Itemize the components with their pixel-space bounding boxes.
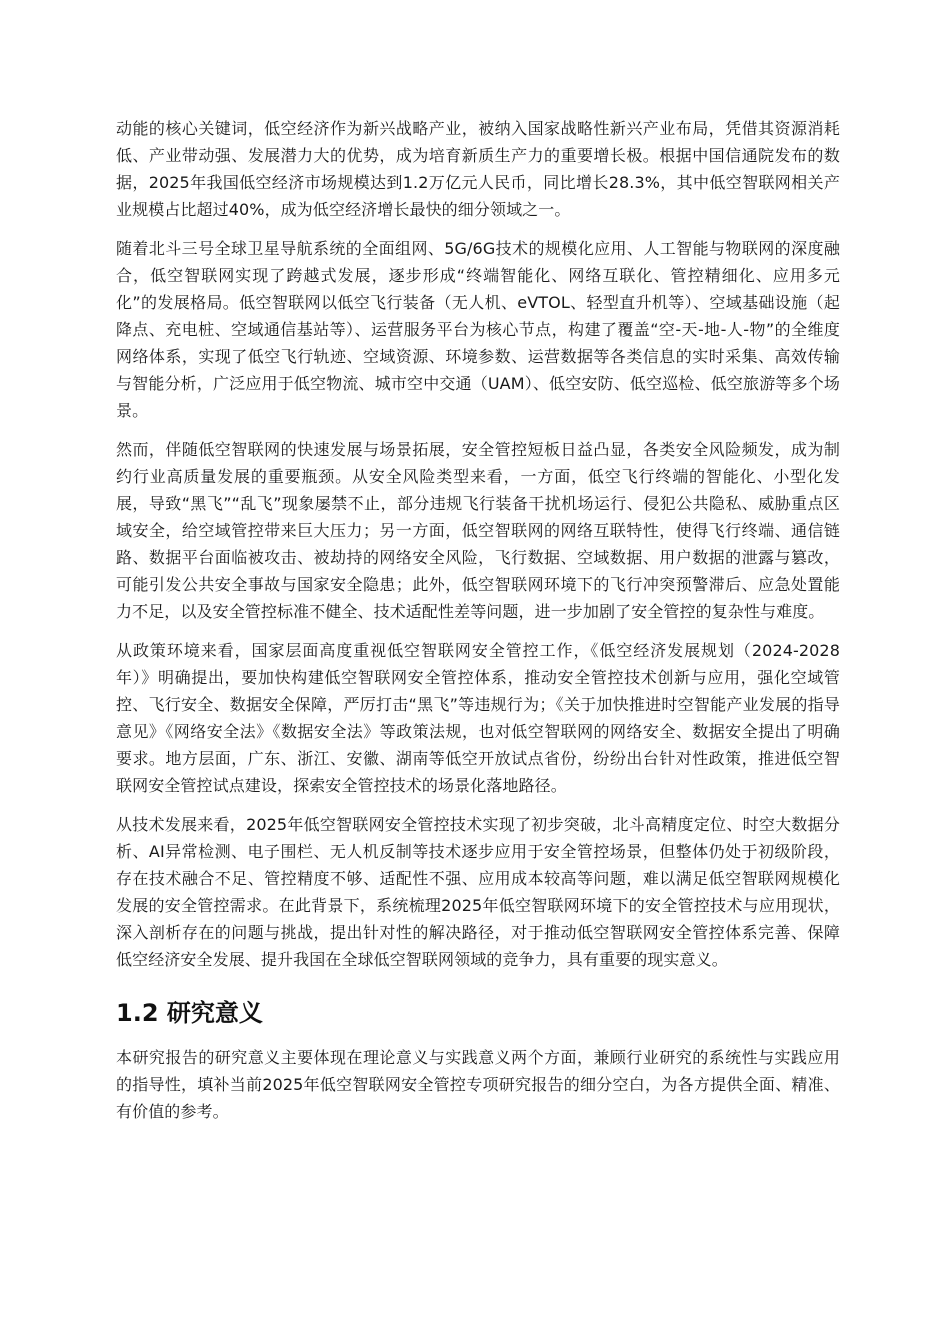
paragraph-significance: 本研究报告的研究意义主要体现在理论意义与实践意义两个方面，兼顾行业研究的系统性与实践应用的指导性，填补当前2025年低空智联网安全管控专项研究报告的细分空白，为各方提供全面、精准、有价值的参考。	[116, 1048, 840, 1121]
document-page	[116, 115, 840, 1137]
paragraph-technology: 从技术发展来看，2025年低空智联网安全管控技术实现了初步突破，北斗高精度定位、时空大数据分析、AI异常检测、电子围栏、无人机反制等技术逐步应用于安全管控场景，但整体仍处于初级阶段，存在技术融合不足、管控精度不够、适配性不强、应用成本较高等问题，难以满足低空智联网规模化发展的安全管控需求。在此背景下，系统梳理2025年低空智联网环境下的安全管控技术与应用现状，深入剖析存在的问题与挑战，提出针对性的解决路径，对于推动低空智联网安全管控体系完善、保障低空经济安全发展、提升我国在全球低空智联网领域的竞争力，具有重要的现实意义。	[116, 815, 840, 969]
section-heading: 1.2 研究意义	[116, 999, 263, 1027]
paragraph-policy: 从政策环境来看，国家层面高度重视低空智联网安全管控工作，《低空经济发展规划（2024-2028年）》明确提出，要加快构建低空智联网安全管控体系，推动安全管控技术创新与应用，强化空域管控、飞行安全、数据安全保障，严厉打击“黑飞”等违规行为；《关于加快推进时空智能产业发展的指导意见》《网络安全法》《数据安全法》等政策法规，也对低空智联网的网络安全、数据安全提出了明确要求。地方层面，广东、浙江、安徽、湖南等低空开放试点省份，纷纷出台针对性政策，推进低空智联网安全管控试点建设，探索安全管控技术的场景化落地路径。	[116, 641, 840, 795]
paragraph-security-risks: 然而，伴随低空智联网的快速发展与场景拓展，安全管控短板日益凸显，各类安全风险频发，成为制约行业高质量发展的重要瓶颈。从安全风险类型来看，一方面，低空飞行终端的智能化、小型化发展，导致“黑飞”“乱飞”现象屡禁不止，部分违规飞行装备干扰机场运行、侵犯公共隐私、威胁重点区域安全，给空域管控带来巨大压力；另一方面，低空智联网的网络互联特性，使得飞行终端、通信链路、数据平台面临被攻击、被劫持的网络安全风险，飞行数据、空域数据、用户数据的泄露与篡改，可能引发公共安全事故与国家安全隐患；此外，低空智联网环境下的飞行冲突预警滞后、应急处置能力不足，以及安全管控标准不健全、技术适配性差等问题，进一步加剧了安全管控的复杂性与难度。	[116, 440, 840, 621]
paragraph-intro-continuation: 动能的核心关键词，低空经济作为新兴战略产业，被纳入国家战略性新兴产业布局，凭借其资源消耗低、产业带动强、发展潜力大的优势，成为培育新质生产力的重要增长极。根据中国信通院发布的数据，2025年我国低空经济市场规模达到1.2万亿元人民币，同比增长28.3%，其中低空智联网相关产业规模占比超过40%，成为低空经济增长最快的细分领域之一。	[116, 119, 840, 219]
paragraph-development: 随着北斗三号全球卫星导航系统的全面组网、5G/6G技术的规模化应用、人工智能与物联网的深度融合，低空智联网实现了跨越式发展，逐步形成“终端智能化、网络互联化、管控精细化、应用多元化”的发展格局。低空智联网以低空飞行装备（无人机、eVTOL、轻型直升机等）、空域基础设施（起降点、充电桩、空域通信基站等）、运营服务平台为核心节点，构建了覆盖“空-天-地-人-物”的全维度网络体系，实现了低空飞行轨迹、空域资源、环境参数、运营数据等各类信息的实时采集、高效传输与智能分析，广泛应用于低空物流、城市空中交通（UAM）、低空安防、低空巡检、低空旅游等多个场景。	[116, 239, 840, 420]
